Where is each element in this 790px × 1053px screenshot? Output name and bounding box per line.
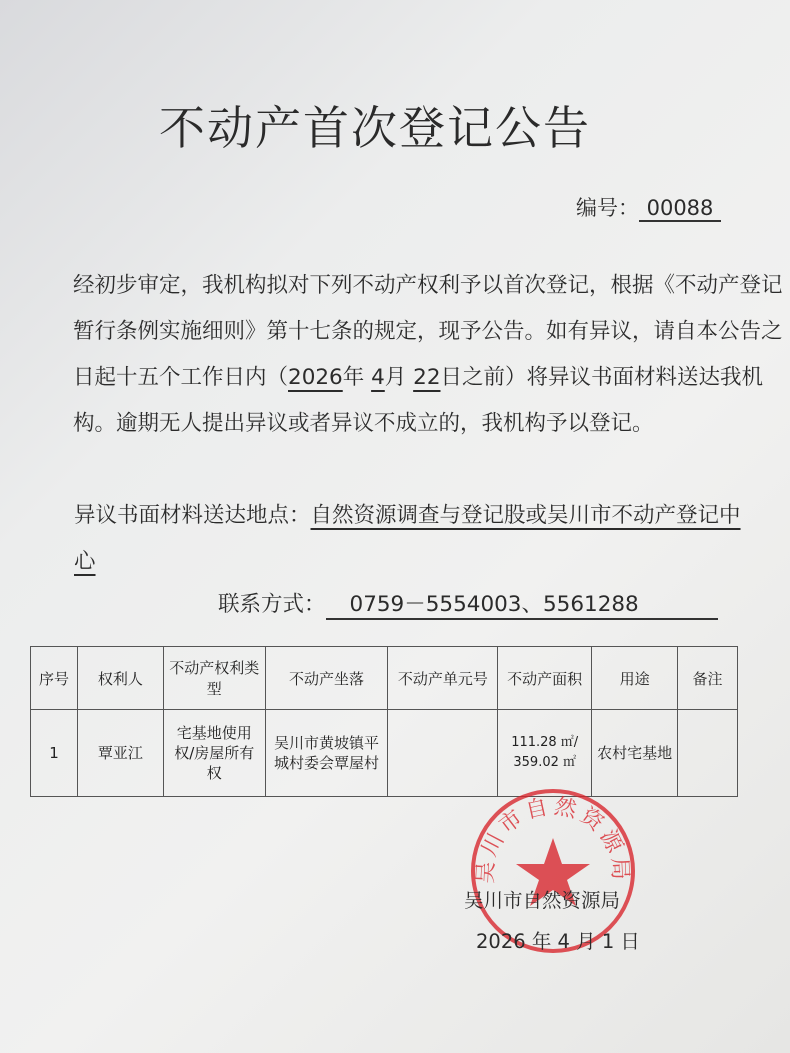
header-cell: 不动产单元号 [388, 647, 498, 710]
table-header-row [31, 647, 738, 710]
seal-text: 吴川市自然资源局 [473, 794, 633, 885]
month-suffix: 月 [384, 365, 407, 390]
announcement-paragraph [30, 263, 790, 447]
deadline-year: 2026 [288, 365, 343, 390]
contact-label: 联系方式： [218, 592, 326, 617]
header-cell: 权利人 [77, 647, 163, 710]
property-area [498, 710, 592, 797]
table-row [31, 710, 738, 797]
objection-address [74, 493, 744, 585]
serial-value: 00088 [639, 196, 721, 222]
row-number: 1 [31, 710, 78, 797]
address-value: 自然资源调查与登记股或吴川市不动产登记中心 [74, 503, 741, 574]
header-cell: 不动产面积 [498, 647, 592, 710]
serial-label: 编号： [576, 196, 639, 220]
header-cell: 备注 [678, 647, 738, 710]
deadline-day: 22 [413, 365, 441, 390]
area-building: 359.02 ㎡ [513, 755, 576, 770]
header-cell: 不动产权利类型 [163, 647, 265, 710]
issue-date: 2026 年 4 月 1 日 [476, 930, 640, 953]
header-cell: 用途 [592, 647, 678, 710]
document-title: 不动产首次登记公告 [159, 101, 591, 155]
header-cell: 序号 [31, 647, 78, 710]
contact-info [218, 587, 718, 620]
property-use: 农村宅基地 [592, 710, 678, 797]
header-cell: 不动产坐落 [265, 647, 388, 710]
paragraph-text-b: 日之前）将异议书面材料送达我机构。逾期无人提出异议或者异议不成立的，我机构予以登记。 [73, 365, 764, 436]
note [678, 710, 738, 797]
contact-value: 0759－5554003、5561288 [326, 587, 718, 620]
right-type: 宅基地使用权/房屋所有权 [163, 710, 265, 797]
address-label: 异议书面材料送达地点： [74, 503, 311, 528]
right-holder: 覃亚江 [77, 710, 163, 797]
area-land: 111.28 ㎡/ [511, 735, 579, 750]
paragraph-text-a: 经初步审定，我机构拟对下列不动产权利予以首次登记，根据《不动产登记暂行条例实施细则》第十七条的规定，现予公告。如有异议，请自本公告之日起十五个工作日内（ [73, 273, 783, 390]
year-suffix: 年 [342, 365, 365, 390]
registration-table [30, 646, 738, 797]
property-location: 吴川市黄坡镇平城村委会覃屋村 [265, 710, 388, 797]
deadline-month: 4 [371, 365, 385, 390]
serial-number [576, 192, 721, 222]
unit-number [388, 710, 498, 797]
issuing-authority: 吴川市自然资源局 [464, 889, 621, 912]
